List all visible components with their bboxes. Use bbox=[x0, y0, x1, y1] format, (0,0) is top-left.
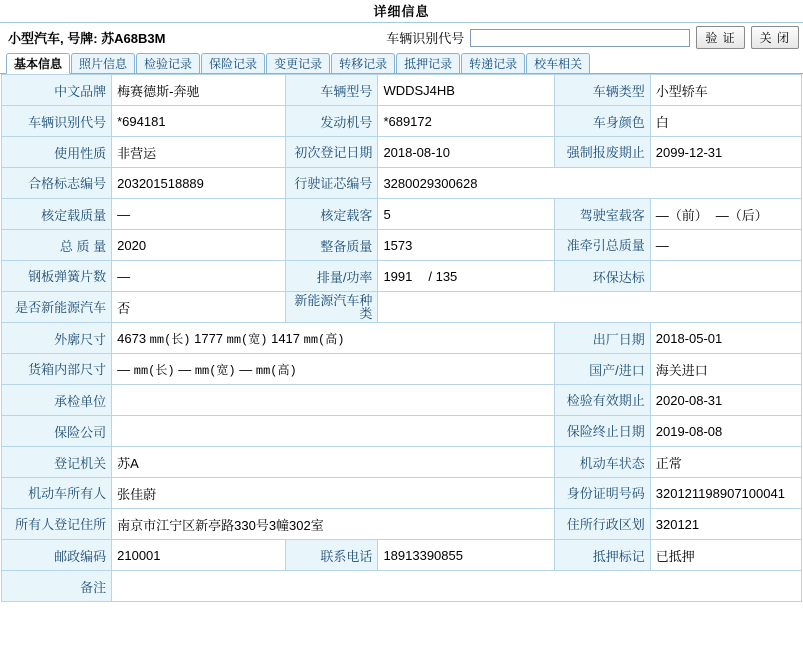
table-row bbox=[2, 354, 802, 385]
use-nature-label: 使用性质 bbox=[2, 137, 112, 168]
outer-dimension-value bbox=[112, 323, 555, 354]
cab-passenger-front: —（前） bbox=[655, 207, 708, 223]
owner-value: 张佳蔚 bbox=[112, 478, 555, 509]
brand-value: 梅赛德斯-奔驰 bbox=[112, 75, 286, 106]
owner-label: 机动车所有人 bbox=[2, 478, 112, 509]
postcode-value: 210001 bbox=[112, 540, 286, 571]
cab-passenger-rear: —（后） bbox=[715, 207, 768, 223]
model-value: WDDSJ4HB bbox=[378, 75, 554, 106]
table-row bbox=[2, 230, 802, 261]
table-row bbox=[2, 416, 802, 447]
cargo-width-unit: mm(宽) bbox=[194, 363, 236, 378]
vin-value: *694181 bbox=[112, 106, 286, 137]
vin-search-input[interactable] bbox=[470, 29, 690, 47]
owner-address-label: 所有人登记住所 bbox=[2, 509, 112, 540]
cargo-height-unit: mm(高) bbox=[255, 363, 297, 378]
remark-value bbox=[112, 571, 802, 602]
registration-org-label: 登记机关 bbox=[2, 447, 112, 478]
outer-length-unit: mm(长) bbox=[149, 332, 191, 347]
new-energy-type-label: 新能源汽车种类 bbox=[286, 292, 378, 323]
engine-label: 发动机号 bbox=[286, 106, 378, 137]
inspection-org-value bbox=[112, 385, 555, 416]
cab-passenger-label: 驾驶室载客 bbox=[554, 199, 650, 230]
outer-dimension-label: 外廓尺寸 bbox=[2, 323, 112, 354]
load-mass-label: 核定载质量 bbox=[2, 199, 112, 230]
page-title: 详细信息 bbox=[373, 4, 430, 19]
plate-label: 小型汽车, 号牌: 苏A68B3M bbox=[8, 31, 166, 46]
district-code-value: 320121 bbox=[650, 509, 801, 540]
vehicle-status-value: 正常 bbox=[650, 447, 801, 478]
certificate-no-label: 合格标志编号 bbox=[2, 168, 112, 199]
id-number-label: 身份证明号码 bbox=[554, 478, 650, 509]
new-energy-type-value bbox=[378, 292, 802, 323]
tab-insurance-records[interactable]: 保险记录 bbox=[201, 53, 265, 73]
tow-mass-value: — bbox=[650, 230, 801, 261]
remark-label: 备注 bbox=[2, 571, 112, 602]
phone-value: 18913390855 bbox=[378, 540, 554, 571]
table-row bbox=[2, 261, 802, 292]
id-number-value: 320121198907100041 bbox=[650, 478, 801, 509]
inspection-valid-value: 2020-08-31 bbox=[650, 385, 801, 416]
emission-standard-label: 环保达标 bbox=[554, 261, 650, 292]
tow-mass-label: 准牵引总质量 bbox=[554, 230, 650, 261]
mortgage-mark-label: 抵押标记 bbox=[554, 540, 650, 571]
verify-button[interactable]: 验 证 bbox=[696, 26, 744, 49]
outer-height-value: 1417 bbox=[271, 330, 301, 346]
curb-mass-value: 1573 bbox=[378, 230, 554, 261]
new-energy-value: 否 bbox=[112, 292, 286, 323]
cargo-length-value: — bbox=[117, 361, 131, 377]
first-registration-label: 初次登记日期 bbox=[286, 137, 378, 168]
cab-passenger-value bbox=[650, 199, 801, 230]
inspection-valid-label: 检验有效期止 bbox=[554, 385, 650, 416]
outer-height-unit: mm(高) bbox=[303, 332, 345, 347]
factory-date-label: 出厂日期 bbox=[554, 323, 650, 354]
outer-length-value: 4673 bbox=[117, 330, 147, 346]
table-row bbox=[2, 168, 802, 199]
top-toolbar bbox=[0, 22, 803, 52]
first-registration-value: 2018-08-10 bbox=[378, 137, 554, 168]
district-code-label: 住所行政区划 bbox=[554, 509, 650, 540]
license-chip-label: 行驶证芯编号 bbox=[286, 168, 378, 199]
body-color-value: 白 bbox=[650, 106, 801, 137]
new-energy-label: 是否新能源汽车 bbox=[2, 292, 112, 323]
spring-count-label: 钢板弹簧片数 bbox=[2, 261, 112, 292]
load-passenger-value: 5 bbox=[378, 199, 554, 230]
tab-mortgage-records[interactable]: 抵押记录 bbox=[396, 53, 460, 73]
table-row bbox=[2, 106, 802, 137]
table-row bbox=[2, 323, 802, 354]
table-row bbox=[2, 137, 802, 168]
vin-search-label: 车辆识别代号 bbox=[386, 31, 465, 46]
tab-inspection-records[interactable]: 检验记录 bbox=[136, 53, 200, 73]
factory-date-value: 2018-05-01 bbox=[650, 323, 801, 354]
total-mass-value: 2020 bbox=[112, 230, 286, 261]
curb-mass-label: 整备质量 bbox=[286, 230, 378, 261]
table-row bbox=[2, 447, 802, 478]
insurance-end-value: 2019-08-08 bbox=[650, 416, 801, 447]
cargo-height-value: — bbox=[239, 361, 253, 377]
cargo-length-unit: mm(长) bbox=[133, 363, 175, 378]
table-row bbox=[2, 478, 802, 509]
table-row bbox=[2, 385, 802, 416]
insurance-end-label: 保险终止日期 bbox=[554, 416, 650, 447]
table-row bbox=[2, 571, 802, 602]
vin-label: 车辆识别代号 bbox=[2, 106, 112, 137]
origin-value: 海关进口 bbox=[650, 354, 801, 385]
tab-transfer-records[interactable]: 转移记录 bbox=[331, 53, 395, 73]
tab-delivery-records[interactable]: 转递记录 bbox=[461, 53, 525, 73]
table-row bbox=[2, 75, 802, 106]
registration-org-value: 苏A bbox=[112, 447, 555, 478]
mortgage-mark-value: 已抵押 bbox=[650, 540, 801, 571]
displacement-power-value bbox=[378, 261, 554, 292]
vehicle-status-label: 机动车状态 bbox=[554, 447, 650, 478]
tab-photo-info[interactable]: 照片信息 bbox=[71, 53, 135, 73]
outer-width-value: 1777 bbox=[194, 330, 224, 346]
tab-change-records[interactable]: 变更记录 bbox=[266, 53, 330, 73]
emission-standard-value bbox=[650, 261, 801, 292]
spring-count-value: — bbox=[112, 261, 286, 292]
insurance-company-value bbox=[112, 416, 555, 447]
cargo-dimension-value bbox=[112, 354, 555, 385]
phone-label: 联系电话 bbox=[286, 540, 378, 571]
scrap-deadline-label: 强制报废期止 bbox=[554, 137, 650, 168]
table-row bbox=[2, 540, 802, 571]
origin-label: 国产/进口 bbox=[554, 354, 650, 385]
load-passenger-label: 核定载客 bbox=[286, 199, 378, 230]
engine-value: *689172 bbox=[378, 106, 554, 137]
scrap-deadline-value: 2099-12-31 bbox=[650, 137, 801, 168]
tab-school-bus[interactable]: 校车相关 bbox=[526, 53, 590, 73]
postcode-label: 邮政编码 bbox=[2, 540, 112, 571]
close-button[interactable]: 关 闭 bbox=[751, 26, 799, 49]
body-color-label: 车身颜色 bbox=[554, 106, 650, 137]
cargo-dimension-label: 货箱内部尺寸 bbox=[2, 354, 112, 385]
displacement-value: 1991 bbox=[383, 268, 413, 284]
inspection-org-label: 承检单位 bbox=[2, 385, 112, 416]
table-row bbox=[2, 509, 802, 540]
certificate-no-value: 203201518889 bbox=[112, 168, 286, 199]
total-mass-label: 总 质 量 bbox=[2, 230, 112, 261]
power-value: / 135 bbox=[428, 268, 458, 284]
tab-bar bbox=[0, 52, 803, 74]
load-mass-value: — bbox=[112, 199, 286, 230]
license-chip-value: 3280029300628 bbox=[378, 168, 802, 199]
insurance-company-label: 保险公司 bbox=[2, 416, 112, 447]
model-label: 车辆型号 bbox=[286, 75, 378, 106]
outer-width-unit: mm(宽) bbox=[226, 332, 268, 347]
vehicle-type-label: 车辆类型 bbox=[554, 75, 650, 106]
table-row bbox=[2, 199, 802, 230]
cargo-width-value: — bbox=[178, 361, 192, 377]
displacement-power-label: 排量/功率 bbox=[286, 261, 378, 292]
brand-label: 中文品牌 bbox=[2, 75, 112, 106]
vehicle-type-value: 小型轿车 bbox=[650, 75, 801, 106]
table-row bbox=[2, 292, 802, 323]
owner-address-value: 南京市江宁区新亭路330号3幢302室 bbox=[112, 509, 555, 540]
use-nature-value: 非营运 bbox=[112, 137, 286, 168]
tab-basic-info[interactable]: 基本信息 bbox=[6, 53, 70, 74]
vehicle-detail-table bbox=[1, 74, 802, 602]
